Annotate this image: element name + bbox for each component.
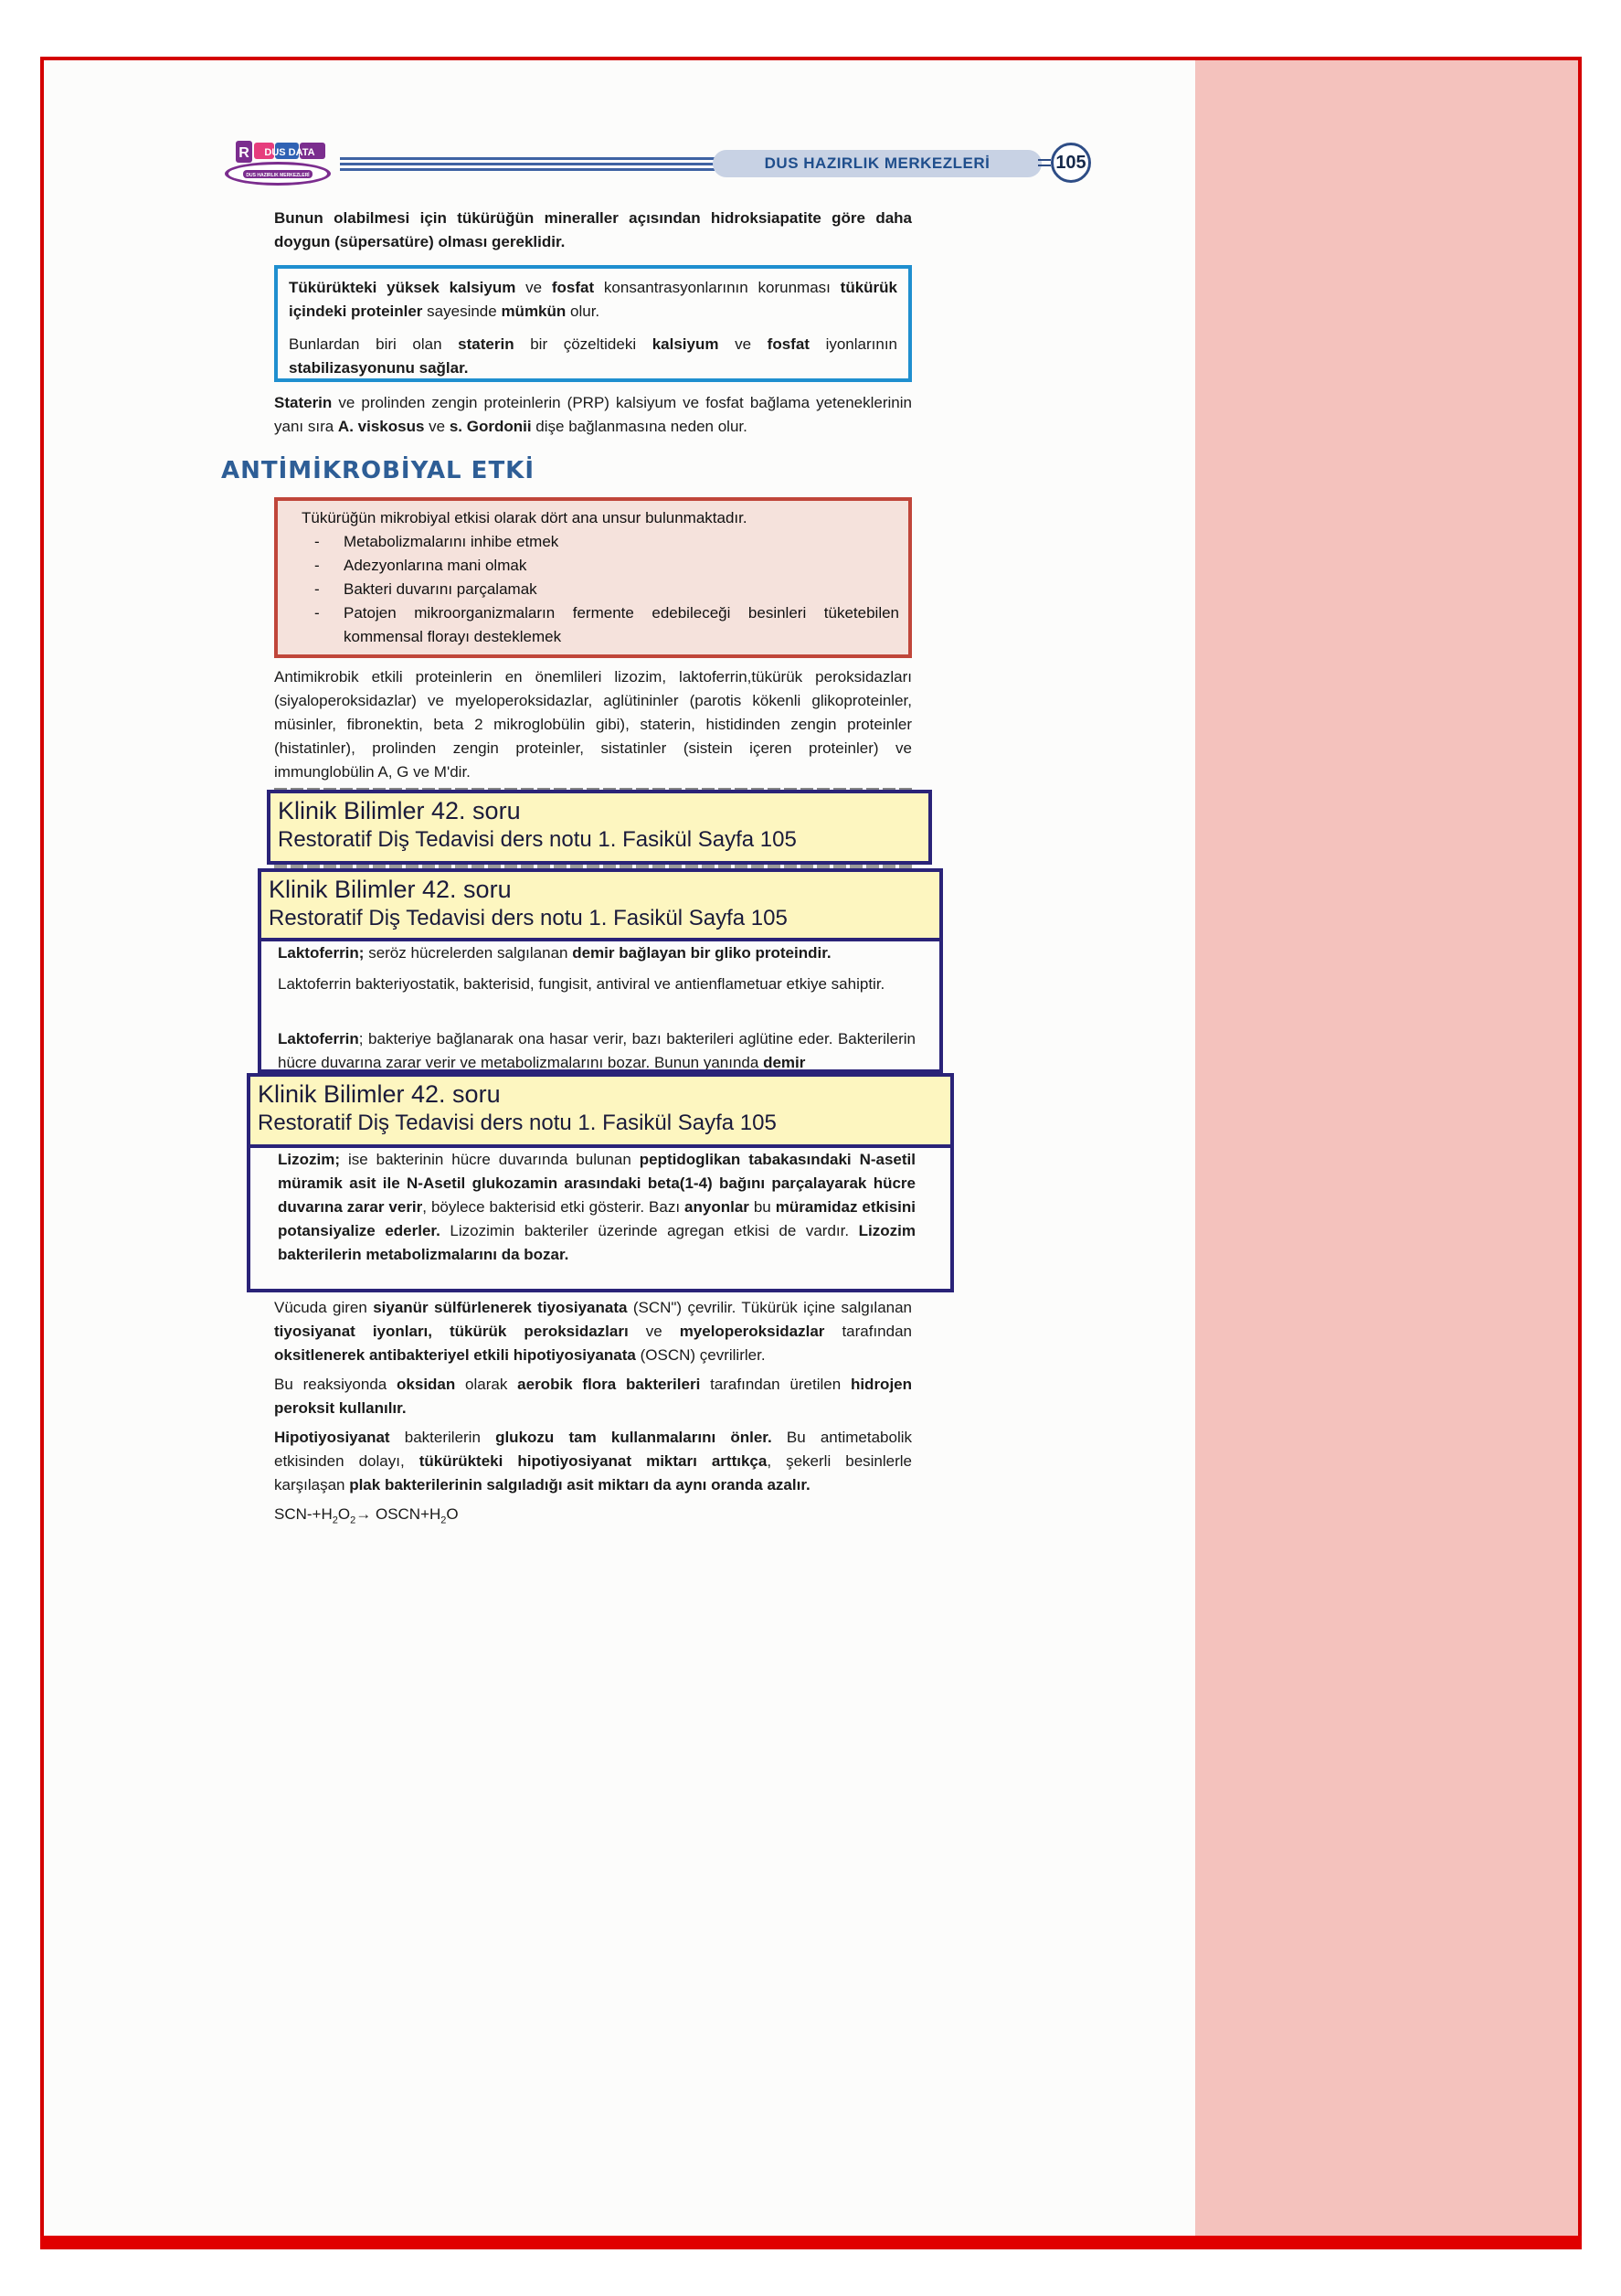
annotation-title: Klinik Bilimler 42. soru [278, 797, 521, 824]
red-box-intro: Tükürüğün mikrobiyal etkisi olarak dört ana unsur bulunmaktadır. [302, 509, 747, 526]
list-item: - Metabolizmalarını inhibe etmek [302, 530, 899, 554]
annotation-title: Klinik Bilimler 42. soru [258, 1080, 501, 1108]
header-rule [340, 163, 715, 165]
antimicrobial-proteins-paragraph: Antimikrobik etkili proteinlerin en önemlileri lizozim, laktoferrin,tükürük peroksidazları (siyaloperoksidazlar) ve myeloperoksidazlar, aglütininler (parotis kökenli glikoproteinler, müsinler, fibronektin, beta 2 mikroglobülin gibi), staterin, histidinden zengin proteinler (histatinler), prolinden zengin proteinler, sistatinler (sistein içeren proteinler) ve immunglobülin A, G ve M'dir. [274, 668, 912, 781]
section-title: ANTİMİKROBİYAL ETKİ [221, 457, 535, 484]
logo-text: DUS DATA [264, 147, 315, 158]
annotation-note[interactable] [267, 790, 932, 865]
siyanur-paragraph: Vücuda giren siyanür sülfürlenerek tiyosiyanata (SCN") çevrilir. Tükürük içine salgılanan tiyosiyanat iyonları, tükürük peroksidazları ve myeloperoksidazlar tarafından oksitlenerek antibakteriyel etkili hipotiyosiyanata (OSCN) çevrilirler. [274, 1299, 913, 1364]
blue-box-paragraph-1: Tükürükteki yüksek kalsiyum ve fosfat konsantrasyonlarının korunması tükürük içindeki proteinler sayesinde mümkün olur. [289, 279, 897, 320]
antimicrobial-box [274, 497, 912, 658]
list-item: - Bakteri duvarını parçalamak [302, 578, 899, 601]
antimicrobial-list [302, 530, 899, 649]
header-rule [340, 168, 715, 171]
lizozim-paragraph: Lizozim; ise bakterinin hücre duvarında bulunan peptidoglikan tabakasındaki N-asetil müramik asit ile N-Asetil glukozamin arasındaki beta(1-4) bağını parçalayarak hücre duvarına zarar verir, böylece bakterisid etki gösterir. Bazı anyonlar bu müramidaz etkisini potansiyalize ederler. Lizozimin bakteriler üzerinde agregan etkisi de vardır. Lizozim bakterilerin metabolizmalarını da bozar. [278, 1151, 916, 1263]
hipotiyosiyanat-paragraph: Hipotiyosiyanat bakterilerin glukozu tam kullanmalarını önler. Bu antimetabolik etkisinden dolayı, tükürükteki hipotiyosiyanat miktarı arttıkça, şekerli besinlerle karşılaşan plak bakterilerinin salgıladığı asit miktarı da aynı oranda azalır. [274, 1429, 913, 1493]
list-item: - Patojen mikroorganizmaların fermente edebileceği besinleri tüketebilen kommensal florayı desteklemek [302, 601, 899, 649]
annotation-subtitle: Restoratif Diş Tedavisi ders notu 1. Fasikül Sayfa 105 [278, 827, 797, 852]
laktoferrin-paragraph-3: Laktoferrin; bakteriye bağlanarak ona hasar verir, bazı bakterileri aglütine eder. Bakterilerin hücre duvarına zarar verir ve metabolizmalarını bozar. Bunun yanında demir [278, 1030, 916, 1071]
svg-text:R: R [238, 145, 249, 161]
blue-box-paragraph-2: Bunlardan biri olan staterin bir çözeltideki kalsiyum ve fosfat iyonlarının stabilizasyonunu sağlar. [289, 335, 898, 377]
header-rule [340, 157, 715, 160]
annotation-subtitle: Restoratif Diş Tedavisi ders notu 1. Fasikül Sayfa 105 [269, 906, 788, 930]
header-tick [1038, 159, 1051, 161]
reaction-paragraph: Bu reaksiyonda oksidan olarak aerobik flora bakterileri tarafından üretilen hidrojen peroksit kullanılır. [274, 1376, 913, 1417]
intro-paragraph: Bunun olabilmesi için tükürüğün mineraller açısından hidroksiapatite göre daha doygun (süpersatüre) olması gereklidir. [274, 209, 912, 250]
laktoferrin-box [258, 941, 943, 1073]
logo-subtext: DUS HAZIRLIK MERKEZLERİ [246, 173, 310, 178]
dusdata-logo [223, 137, 333, 188]
annotation-title: Klinik Bilimler 42. soru [269, 876, 512, 903]
laktoferrin-paragraph-2: Laktoferrin bakteriyostatik, bakterisid, fungisit, antiviral ve antienflametuar etkiye sahiptir. [278, 975, 885, 993]
list-item: - Adezyonlarına mani olmak [302, 554, 899, 578]
side-panel [1195, 60, 1578, 2236]
header-tick [1038, 165, 1051, 166]
annotation-note[interactable] [258, 868, 943, 941]
staterin-paragraph: Staterin ve prolinden zengin proteinlerin (PRP) kalsiyum ve fosfat bağlama yeteneklerinin yanı sıra A. viskosus ve s. Gordonii dişe bağlanmasına neden olur. [274, 394, 912, 435]
annotation-subtitle: Restoratif Diş Tedavisi ders notu 1. Fasikül Sayfa 105 [258, 1111, 777, 1135]
annotation-note[interactable] [247, 1073, 954, 1148]
bottom-bar [40, 2236, 1582, 2248]
laktoferrin-paragraph-1: Laktoferrin; seröz hücrelerden salgılanan demir bağlayan bir gliko proteindir. [278, 944, 832, 962]
calcium-info-box [274, 265, 912, 382]
page-number: 105 [1051, 143, 1091, 183]
header-banner: DUS HAZIRLIK MERKEZLERİ [713, 150, 1042, 177]
lizozim-box [247, 1148, 954, 1292]
chemical-formula: SCN-$+H_2O_2\to$ $OSCN+H_2O$ [274, 1505, 459, 1526]
